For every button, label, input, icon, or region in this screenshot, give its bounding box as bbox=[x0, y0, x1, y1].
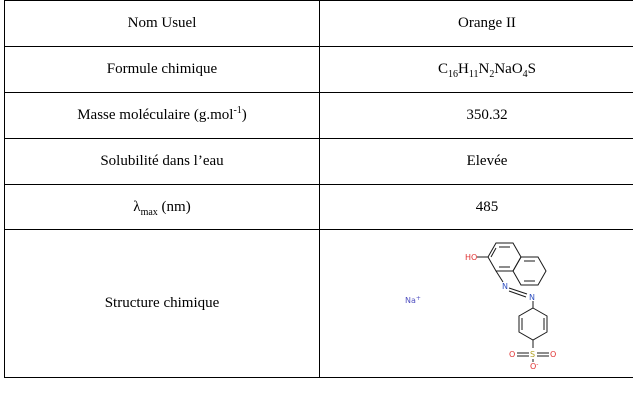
value-masse: 350.32 bbox=[320, 93, 633, 139]
molecule-bonds bbox=[477, 243, 549, 362]
orange-ii-structure bbox=[337, 238, 633, 370]
row-solubilite bbox=[5, 139, 633, 185]
row-lambda bbox=[5, 185, 633, 230]
label-nom-usuel: Nom Usuel bbox=[5, 1, 320, 47]
row-masse bbox=[5, 93, 633, 139]
na-ion-label: Na+ bbox=[405, 294, 421, 305]
value-formule: $C_{16}H_{11}N_2NaO_4S$ bbox=[320, 47, 633, 93]
oxygen-right-label: O bbox=[550, 349, 557, 359]
oxygen-left-label: O bbox=[509, 349, 516, 359]
row-formule bbox=[5, 47, 633, 93]
value-lambda: 485 bbox=[320, 185, 633, 230]
value-nom-usuel: Orange II bbox=[320, 1, 633, 47]
row-structure bbox=[5, 230, 633, 378]
sulfur-label: S bbox=[530, 349, 536, 359]
oxygen-anion-label: O- bbox=[530, 360, 539, 370]
ho-label: HO bbox=[465, 252, 478, 262]
label-lambda: $\lambda_{max}$ (nm) bbox=[5, 185, 320, 230]
row-nom-usuel bbox=[5, 1, 633, 47]
properties-table bbox=[4, 0, 633, 378]
label-solubilite: Solubilité dans l’eau bbox=[5, 139, 320, 185]
azo-n2-label: N bbox=[529, 292, 535, 302]
value-solubilite: Elevée bbox=[320, 139, 633, 185]
azo-n1-label: N bbox=[502, 281, 508, 291]
label-formule: Formule chimique bbox=[5, 47, 320, 93]
structure-cell bbox=[320, 230, 633, 378]
label-structure: Structure chimique bbox=[5, 230, 320, 378]
label-masse: Masse moléculaire (g.mol$^{-1}$) bbox=[5, 93, 320, 139]
